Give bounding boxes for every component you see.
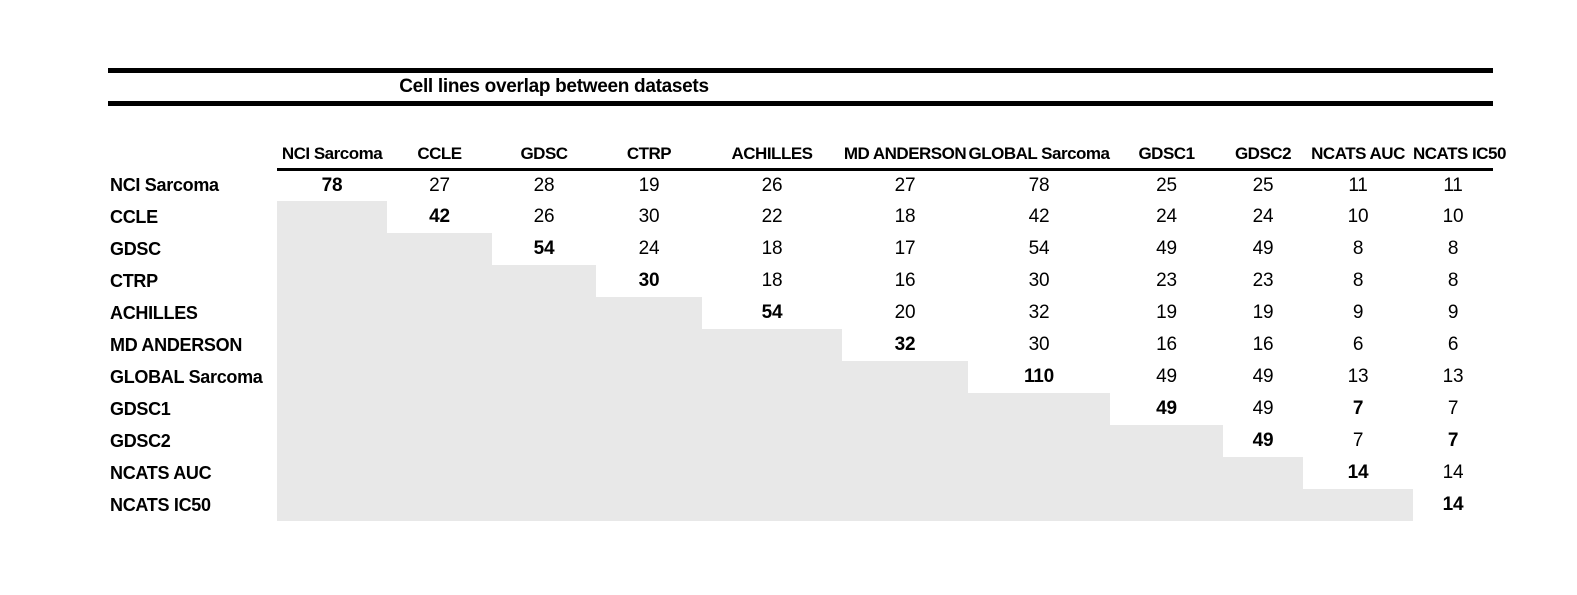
empty-cell-gdsc2-ccle <box>387 425 492 457</box>
table-row-ncats-ic50 <box>108 489 1493 521</box>
empty-cell-md-anderson-achilles <box>702 329 842 361</box>
overlap-value-ctrp-gdsc2: 23 <box>1252 270 1274 291</box>
empty-cell-ncats-ic50-md-anderson <box>842 489 968 521</box>
empty-cell-ncats-ic50-ncats-auc <box>1303 489 1413 521</box>
overlap-value-gdsc2-gdsc2: 49 <box>1252 430 1274 451</box>
overlap-value-global-sarcoma-ncats-ic50: 13 <box>1442 366 1464 387</box>
overlap-value-nci-sarcoma-global-sarcoma: 78 <box>1028 174 1050 196</box>
row-label-ncats-ic50: NCATS IC50 <box>110 494 211 515</box>
empty-cell-md-anderson-ctrp <box>596 329 702 361</box>
overlap-value-global-sarcoma-global-sarcoma: 110 <box>1023 366 1055 387</box>
empty-cell-ncats-auc-nci-sarcoma <box>277 457 387 489</box>
overlap-value-global-sarcoma-gdsc2: 49 <box>1252 366 1274 387</box>
table-row-md-anderson <box>108 329 1493 361</box>
row-label-nci-sarcoma: NCI Sarcoma <box>110 174 219 195</box>
overlap-value-gdsc1-gdsc1: 49 <box>1156 398 1177 419</box>
column-header-ccle: CCLE <box>387 139 492 169</box>
column-header-gdsc1: GDSC1 <box>1110 139 1223 169</box>
overlap-value-md-anderson-gdsc2: 16 <box>1252 334 1274 355</box>
overlap-value-ccle-ncats-auc: 10 <box>1347 206 1369 227</box>
overlap-value-ccle-ctrp: 30 <box>638 206 660 227</box>
overlap-value-gdsc1-ncats-auc: 7 <box>1352 398 1364 419</box>
empty-cell-gdsc2-gdsc <box>492 425 596 457</box>
overlap-value-ctrp-global-sarcoma: 30 <box>1028 270 1050 291</box>
empty-cell-ncats-ic50-nci-sarcoma <box>277 489 387 521</box>
column-header-ctrp: CTRP <box>596 139 702 169</box>
overlap-value-nci-sarcoma-md-anderson: 27 <box>894 174 916 196</box>
empty-cell-md-anderson-gdsc <box>492 329 596 361</box>
empty-cell-global-sarcoma-nci-sarcoma <box>277 361 387 393</box>
row-label-achilles: ACHILLES <box>110 302 198 323</box>
column-header-nci-sarcoma: NCI Sarcoma <box>277 139 387 169</box>
empty-cell-ncats-ic50-ccle <box>387 489 492 521</box>
empty-cell-ncats-auc-global-sarcoma <box>968 457 1110 489</box>
empty-cell-global-sarcoma-ctrp <box>596 361 702 393</box>
header-row <box>108 139 1493 169</box>
table-title: Cell lines overlap between datasets <box>399 76 709 97</box>
table-row-achilles <box>108 297 1493 329</box>
empty-cell-ncats-auc-md-anderson <box>842 457 968 489</box>
table-row-ctrp <box>108 265 1493 297</box>
overlap-value-ccle-ncats-ic50: 10 <box>1442 206 1464 227</box>
empty-cell-md-anderson-nci-sarcoma <box>277 329 387 361</box>
overlap-value-ctrp-gdsc1: 23 <box>1156 270 1177 291</box>
row-label-ctrp: CTRP <box>110 270 158 291</box>
empty-cell-ncats-ic50-gdsc1 <box>1110 489 1223 521</box>
overlap-value-nci-sarcoma-ncats-auc: 11 <box>1348 174 1368 196</box>
empty-cell-global-sarcoma-ccle <box>387 361 492 393</box>
column-header-ncats-ic50: NCATS IC50 <box>1413 139 1493 169</box>
overlap-matrix-table <box>108 139 1506 521</box>
overlap-value-ccle-gdsc2: 24 <box>1252 206 1274 227</box>
overlap-value-gdsc-gdsc2: 49 <box>1252 238 1274 259</box>
column-header-gdsc2: GDSC2 <box>1223 139 1303 169</box>
overlap-value-ccle-md-anderson: 18 <box>894 206 916 227</box>
corner-cell <box>108 139 277 169</box>
overlap-value-ccle-gdsc1: 24 <box>1156 206 1177 227</box>
column-header-ncats-auc: NCATS AUC <box>1303 139 1413 169</box>
overlap-value-ctrp-md-anderson: 16 <box>894 270 916 291</box>
overlap-value-nci-sarcoma-gdsc: 28 <box>533 174 555 196</box>
empty-cell-global-sarcoma-gdsc <box>492 361 596 393</box>
top-rule <box>108 68 1493 73</box>
overlap-value-achilles-global-sarcoma: 32 <box>1028 302 1050 323</box>
empty-cell-gdsc2-global-sarcoma <box>968 425 1110 457</box>
overlap-value-md-anderson-global-sarcoma: 30 <box>1028 334 1050 355</box>
empty-cell-global-sarcoma-md-anderson <box>842 361 968 393</box>
empty-cell-ncats-ic50-gdsc2 <box>1223 489 1303 521</box>
overlap-value-gdsc1-ncats-ic50: 7 <box>1447 398 1459 419</box>
overlap-value-gdsc-gdsc1: 49 <box>1156 238 1177 259</box>
empty-cell-gdsc1-gdsc <box>492 393 596 425</box>
table-row-global-sarcoma <box>108 361 1493 393</box>
empty-cell-gdsc1-global-sarcoma <box>968 393 1110 425</box>
table-row-ncats-auc <box>108 457 1493 489</box>
overlap-value-gdsc-global-sarcoma: 54 <box>1028 238 1050 259</box>
overlap-value-achilles-gdsc1: 19 <box>1156 302 1177 323</box>
overlap-value-achilles-ncats-ic50: 9 <box>1447 302 1459 323</box>
overlap-value-ncats-auc-ncats-ic50: 14 <box>1442 462 1464 483</box>
row-label-ccle: CCLE <box>110 206 158 227</box>
empty-cell-achilles-nci-sarcoma <box>277 297 387 329</box>
overlap-value-nci-sarcoma-ctrp: 19 <box>638 174 660 196</box>
overlap-value-achilles-ncats-auc: 9 <box>1352 302 1364 323</box>
title-bottom-rule <box>108 101 1493 106</box>
overlap-value-gdsc1-gdsc2: 49 <box>1252 398 1274 419</box>
empty-cell-gdsc1-nci-sarcoma <box>277 393 387 425</box>
empty-cell-ncats-auc-gdsc <box>492 457 596 489</box>
table-row-ccle <box>108 201 1493 233</box>
row-label-ncats-auc: NCATS AUC <box>110 462 212 483</box>
empty-cell-ccle-nci-sarcoma <box>277 201 387 233</box>
empty-cell-gdsc-nci-sarcoma <box>277 233 387 265</box>
overlap-value-ctrp-achilles: 18 <box>761 270 783 291</box>
overlap-value-md-anderson-md-anderson: 32 <box>894 334 916 355</box>
overlap-value-nci-sarcoma-gdsc1: 25 <box>1156 174 1177 196</box>
empty-cell-ncats-ic50-achilles <box>702 489 842 521</box>
overlap-value-ncats-auc-ncats-auc: 14 <box>1347 462 1369 483</box>
column-header-global-sarcoma: GLOBAL Sarcoma <box>968 139 1110 169</box>
empty-cell-md-anderson-ccle <box>387 329 492 361</box>
empty-cell-gdsc2-nci-sarcoma <box>277 425 387 457</box>
empty-cell-gdsc1-achilles <box>702 393 842 425</box>
empty-cell-ncats-auc-achilles <box>702 457 842 489</box>
empty-cell-global-sarcoma-achilles <box>702 361 842 393</box>
row-label-gdsc2: GDSC2 <box>110 430 171 451</box>
overlap-value-gdsc2-ncats-ic50: 7 <box>1447 430 1459 451</box>
overlap-value-nci-sarcoma-ccle: 27 <box>429 174 450 196</box>
overlap-value-md-anderson-gdsc1: 16 <box>1156 334 1177 355</box>
overlap-value-global-sarcoma-gdsc1: 49 <box>1156 366 1177 387</box>
empty-cell-achilles-gdsc <box>492 297 596 329</box>
row-label-md-anderson: MD ANDERSON <box>110 334 243 355</box>
empty-cell-gdsc-ccle <box>387 233 492 265</box>
column-header-md-anderson: MD ANDERSON <box>842 139 968 169</box>
empty-cell-ncats-auc-ctrp <box>596 457 702 489</box>
overlap-value-ccle-global-sarcoma: 42 <box>1028 206 1050 227</box>
overlap-value-gdsc-ctrp: 24 <box>638 238 660 259</box>
overlap-value-nci-sarcoma-nci-sarcoma: 78 <box>321 174 343 196</box>
empty-cell-gdsc2-gdsc1 <box>1110 425 1223 457</box>
overlap-value-ncats-ic50-ncats-ic50: 14 <box>1442 494 1464 515</box>
overlap-value-gdsc-gdsc: 54 <box>533 238 555 259</box>
empty-cell-gdsc2-md-anderson <box>842 425 968 457</box>
column-header-achilles: ACHILLES <box>702 139 842 169</box>
empty-cell-achilles-ctrp <box>596 297 702 329</box>
overlap-value-md-anderson-ncats-ic50: 6 <box>1447 334 1459 355</box>
overlap-value-gdsc-ncats-auc: 8 <box>1352 238 1364 259</box>
row-label-global-sarcoma: GLOBAL Sarcoma <box>110 366 263 387</box>
overlap-value-achilles-md-anderson: 20 <box>894 302 916 323</box>
empty-cell-gdsc1-ccle <box>387 393 492 425</box>
empty-cell-gdsc2-achilles <box>702 425 842 457</box>
overlap-value-md-anderson-ncats-auc: 6 <box>1352 334 1364 355</box>
overlap-value-global-sarcoma-ncats-auc: 13 <box>1347 366 1369 387</box>
empty-cell-ncats-ic50-gdsc <box>492 489 596 521</box>
empty-cell-gdsc1-ctrp <box>596 393 702 425</box>
overlap-value-achilles-achilles: 54 <box>761 302 783 323</box>
empty-cell-gdsc2-ctrp <box>596 425 702 457</box>
empty-cell-ncats-ic50-ctrp <box>596 489 702 521</box>
overlap-value-ctrp-ncats-ic50: 8 <box>1447 270 1459 291</box>
table-row-gdsc <box>108 233 1493 265</box>
overlap-value-achilles-gdsc2: 19 <box>1252 302 1274 323</box>
overlap-value-ccle-achilles: 22 <box>761 206 783 227</box>
empty-cell-ctrp-gdsc <box>492 265 596 297</box>
empty-cell-ctrp-ccle <box>387 265 492 297</box>
table-row-gdsc2 <box>108 425 1493 457</box>
overlap-value-gdsc-md-anderson: 17 <box>894 238 916 259</box>
empty-cell-gdsc1-md-anderson <box>842 393 968 425</box>
overlap-value-ccle-gdsc: 26 <box>533 206 555 227</box>
empty-cell-ncats-auc-ccle <box>387 457 492 489</box>
empty-cell-ctrp-nci-sarcoma <box>277 265 387 297</box>
row-label-gdsc: GDSC <box>110 238 161 259</box>
empty-cell-ncats-auc-gdsc2 <box>1223 457 1303 489</box>
overlap-value-ctrp-ncats-auc: 8 <box>1352 270 1364 291</box>
overlap-value-nci-sarcoma-achilles: 26 <box>761 174 783 196</box>
row-label-gdsc1: GDSC1 <box>110 398 171 419</box>
overlap-value-ccle-ccle: 42 <box>429 206 450 227</box>
overlap-value-gdsc-ncats-ic50: 8 <box>1447 238 1459 259</box>
column-header-gdsc: GDSC <box>492 139 596 169</box>
overlap-value-nci-sarcoma-ncats-ic50: 11 <box>1443 174 1463 196</box>
table-row-gdsc1 <box>108 393 1493 425</box>
empty-cell-achilles-ccle <box>387 297 492 329</box>
overlap-value-ctrp-ctrp: 30 <box>638 270 660 291</box>
empty-cell-ncats-auc-gdsc1 <box>1110 457 1223 489</box>
overlap-value-gdsc2-ncats-auc: 7 <box>1352 430 1364 451</box>
overlap-value-nci-sarcoma-gdsc2: 25 <box>1252 174 1274 196</box>
empty-cell-ncats-ic50-global-sarcoma <box>968 489 1110 521</box>
table-row-nci-sarcoma <box>108 169 1493 201</box>
overlap-value-gdsc-achilles: 18 <box>761 238 783 259</box>
